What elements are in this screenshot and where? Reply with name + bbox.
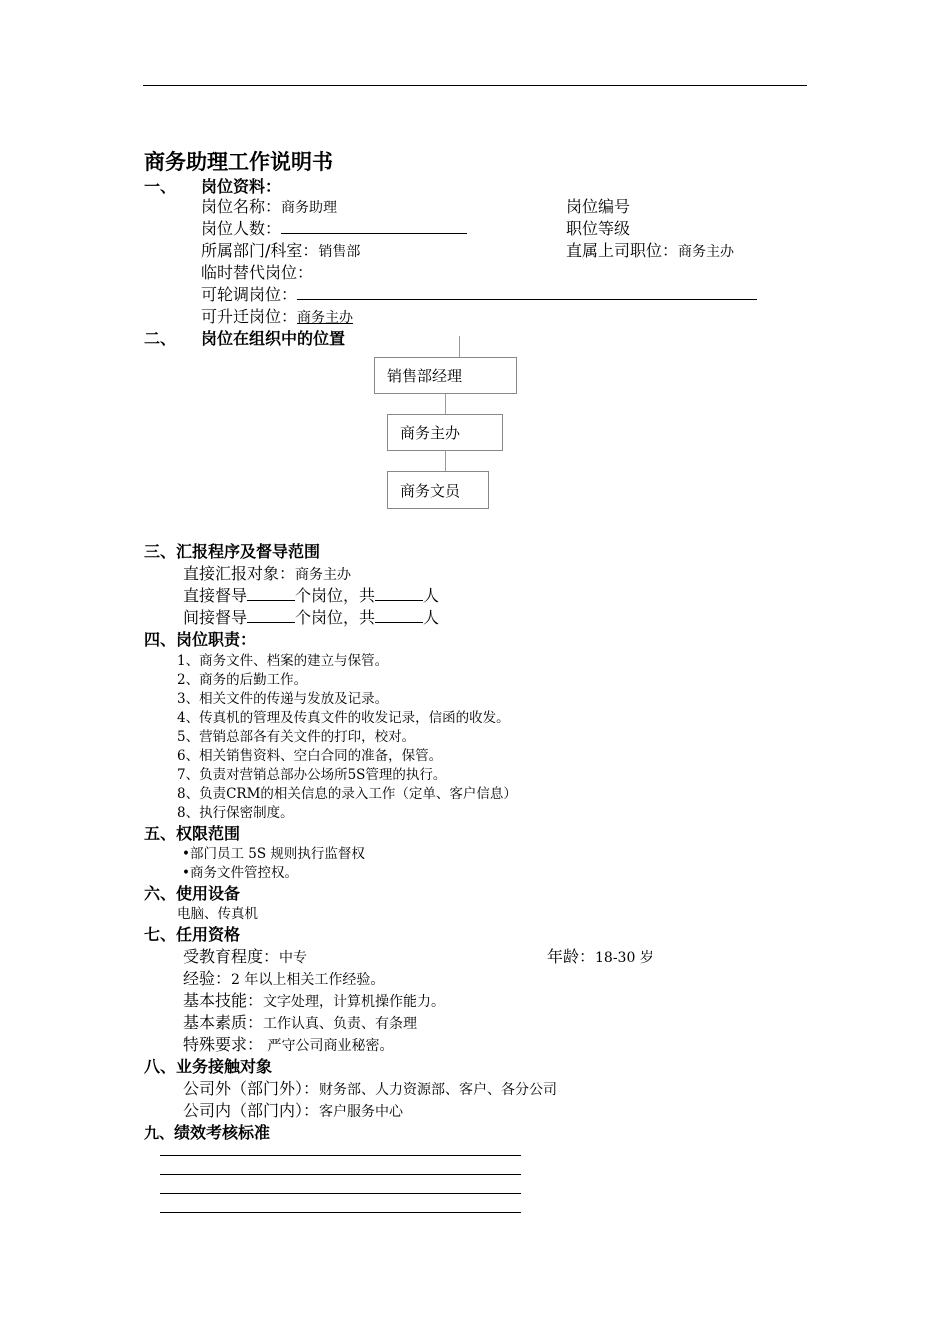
temp-post-label: 临时替代岗位： <box>201 263 314 282</box>
section-9-heading: 绩效考核标准 <box>174 1123 271 1142</box>
indirect-supervise-label: 间接督导 <box>183 608 248 627</box>
direct-supervise-label: 直接督导 <box>183 586 248 605</box>
dept-label: 所属部门/科室： <box>201 241 319 260</box>
special-label: 特殊要求： <box>183 1035 264 1054</box>
boss-label: 直属上司职位： <box>566 241 679 260</box>
org-connector-1 <box>445 394 446 415</box>
section-9-title <box>144 1120 270 1143</box>
skill-label: 基本技能： <box>183 991 264 1010</box>
post-count-row <box>201 216 467 239</box>
skill-row <box>183 988 445 1011</box>
org-node-label: 商务文员 <box>400 481 461 500</box>
internal-contact-value: 客户服务中心 <box>319 1104 404 1120</box>
direct-people-blank <box>375 585 423 601</box>
experience-label: 经验： <box>183 969 232 988</box>
section-4-heading: 四、岗位职责： <box>144 630 257 649</box>
direct-supervise-row <box>183 583 439 606</box>
education-label: 受教育程度： <box>183 947 280 966</box>
promote-value: 商务主办 <box>297 310 354 326</box>
blank-line <box>160 1212 521 1213</box>
education-value: 中专 <box>279 950 308 966</box>
direct-report-row <box>183 561 351 584</box>
special-row <box>183 1032 393 1055</box>
section-6-heading: 六、使用设备 <box>144 884 241 903</box>
education-row <box>183 944 307 967</box>
external-contact-row <box>183 1076 557 1099</box>
dept-row <box>201 238 360 261</box>
duty-item: 3、相关文件的传递与发放及记录。 <box>177 691 389 707</box>
duty-item: 1、商务文件、档案的建立与保管。 <box>177 653 389 669</box>
indirect-supervise-unit: 人 <box>423 608 440 627</box>
age-value: 18-30 岁 <box>595 950 654 966</box>
document-title: 商务助理工作说明书 <box>144 150 333 174</box>
section-3-heading: 三、汇报程序及督导范围 <box>144 542 321 561</box>
quality-value: 工作认真、负责、有条理 <box>263 1016 418 1032</box>
duty-item: 2、商务的后勤工作。 <box>177 672 308 688</box>
section-1-number: 一、 <box>144 177 177 196</box>
post-name-row <box>201 194 337 217</box>
blank-line <box>160 1155 521 1156</box>
direct-report-value: 商务主办 <box>295 567 352 583</box>
duty-item: 7、负责对营销总部办公场所5S管理的执行。 <box>177 767 447 783</box>
promote-label: 可升迁岗位： <box>201 307 298 326</box>
rotate-label: 可轮调岗位： <box>201 285 298 304</box>
org-node-sales-manager <box>374 357 517 394</box>
age-label: 年龄： <box>547 947 596 966</box>
post-code-label: 岗位编号 <box>566 197 631 216</box>
duty-item: 8、负责CRM的相关信息的录入工作（定单、客户信息） <box>177 786 517 802</box>
indirect-post-count-blank <box>247 607 295 623</box>
org-node-business-supervisor <box>387 414 503 451</box>
section-9-number: 九、 <box>144 1124 175 1142</box>
org-node-label: 商务主办 <box>400 424 461 442</box>
org-node-business-clerk <box>387 471 489 509</box>
post-name-label: 岗位名称： <box>201 197 282 216</box>
duty-item: 8、执行保密制度。 <box>177 805 294 821</box>
header-rule <box>143 85 807 86</box>
post-name-value: 商务助理 <box>281 200 338 216</box>
rotate-row <box>201 282 757 305</box>
external-contact-label: 公司外（部门外）： <box>183 1079 320 1098</box>
boss-value: 商务主办 <box>678 244 735 260</box>
blank-line <box>160 1193 521 1194</box>
experience-value: 2 年以上相关工作经验。 <box>231 972 385 988</box>
age-row <box>547 944 654 967</box>
org-node-label: 销售部经理 <box>387 367 463 385</box>
authority-item: •部门员工 5S 规则执行监督权 <box>182 846 365 862</box>
indirect-supervise-mid: 个岗位，共 <box>295 608 376 627</box>
direct-supervise-mid: 个岗位，共 <box>295 586 376 605</box>
special-value: 严守公司商业秘密。 <box>263 1038 394 1054</box>
section-1-heading: 岗位资料： <box>201 177 282 196</box>
org-connector-2 <box>445 451 446 472</box>
experience-row <box>183 966 384 989</box>
duty-item: 6、相关销售资料、空白合同的准备，保管。 <box>177 748 443 764</box>
section-2-heading: 岗位在组织中的位置 <box>201 329 346 348</box>
boss-row <box>566 238 734 261</box>
authority-item: •商务文件管控权。 <box>182 865 298 881</box>
direct-supervise-unit: 人 <box>423 586 440 605</box>
section-7-heading: 七、任用资格 <box>144 925 241 944</box>
promote-row <box>201 304 353 327</box>
post-count-label: 岗位人数： <box>201 219 282 238</box>
section-2-number: 二、 <box>144 329 177 348</box>
quality-label: 基本素质： <box>183 1013 264 1032</box>
indirect-supervise-row <box>183 605 439 628</box>
post-count-blank <box>281 218 467 234</box>
direct-post-count-blank <box>247 585 295 601</box>
dept-value: 销售部 <box>318 244 361 260</box>
org-connector-top <box>459 336 460 358</box>
section-5-heading: 五、权限范围 <box>144 824 241 843</box>
section-8-heading: 八、业务接触对象 <box>144 1057 273 1076</box>
external-contact-value: 财务部、人力资源部、客户、各分公司 <box>319 1082 558 1098</box>
blank-line <box>160 1174 521 1175</box>
rotate-blank <box>297 284 757 300</box>
internal-contact-row <box>183 1098 403 1121</box>
skill-value: 文字处理，计算机操作能力。 <box>263 994 446 1010</box>
direct-report-label: 直接汇报对象： <box>183 564 296 583</box>
internal-contact-label: 公司内（部门内）： <box>183 1101 320 1120</box>
duty-item: 5、营销总部各有关文件的打印，校对。 <box>177 729 416 745</box>
indirect-people-blank <box>375 607 423 623</box>
quality-row <box>183 1010 417 1033</box>
duty-item: 4、传真机的管理及传真文件的收发记录，信函的收发。 <box>177 710 510 726</box>
equipment-text: 电脑、传真机 <box>177 906 258 922</box>
post-grade-label: 职位等级 <box>566 219 631 238</box>
